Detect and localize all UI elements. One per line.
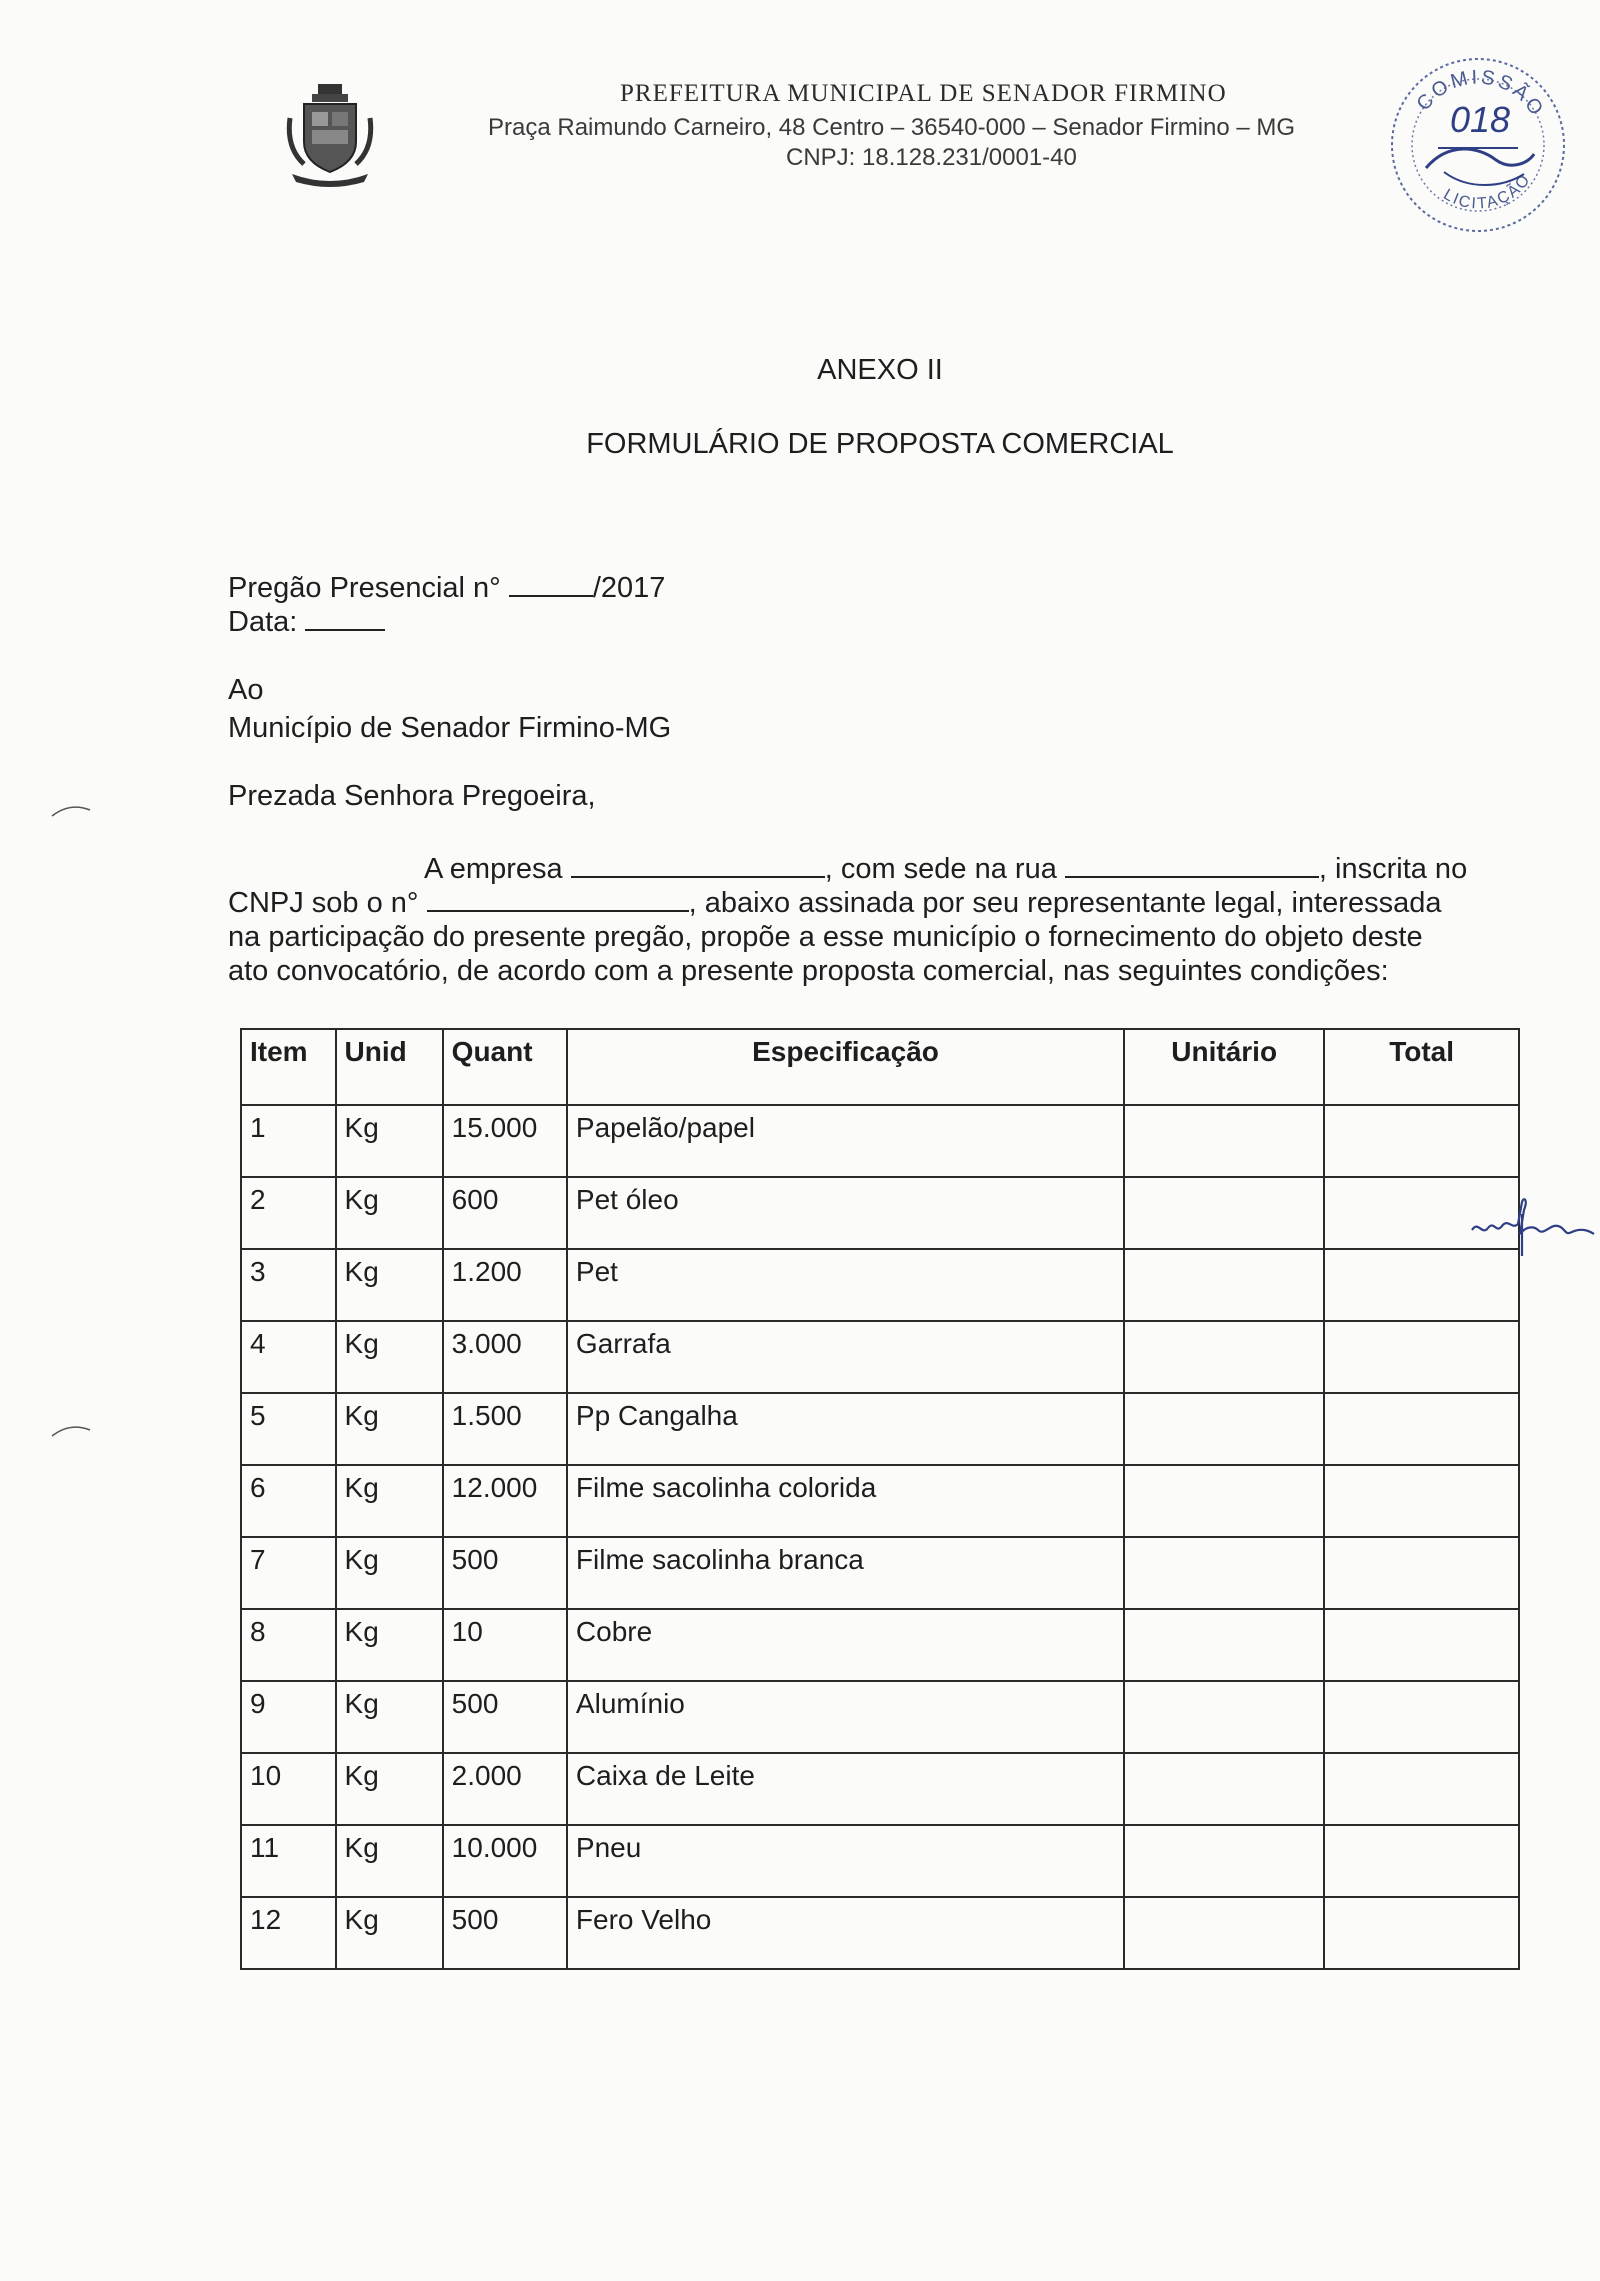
cell-unid: Kg	[336, 1177, 443, 1249]
cell-total[interactable]	[1324, 1897, 1519, 1969]
cell-total[interactable]	[1324, 1537, 1519, 1609]
cell-total[interactable]	[1324, 1753, 1519, 1825]
header-unitario: Unitário	[1124, 1029, 1324, 1105]
cell-quant: 500	[443, 1537, 567, 1609]
org-name: PREFEITURA MUNICIPAL DE SENADOR FIRMINO	[620, 80, 1227, 107]
table-row	[241, 1105, 1519, 1177]
cnpj-blank	[427, 888, 689, 912]
cell-item: 7	[241, 1537, 336, 1609]
cell-spec: Pet óleo	[567, 1177, 1124, 1249]
cell-item: 11	[241, 1825, 336, 1897]
body-text-3: , inscrita no	[1318, 853, 1468, 885]
cell-unid: Kg	[336, 1681, 443, 1753]
cell-total[interactable]	[1324, 1825, 1519, 1897]
cell-spec: Caixa de Leite	[567, 1753, 1124, 1825]
cell-spec: Fero Velho	[567, 1897, 1124, 1969]
cell-item: 8	[241, 1609, 336, 1681]
cell-spec: Pet	[567, 1249, 1124, 1321]
pregao-label: Pregão Presencial n°	[228, 572, 501, 604]
cell-total[interactable]	[1324, 1465, 1519, 1537]
cell-unid: Kg	[336, 1537, 443, 1609]
recipient-name: Município de Senador Firmino-MG	[228, 712, 672, 744]
cell-quant: 12.000	[443, 1465, 567, 1537]
cell-item: 2	[241, 1177, 336, 1249]
recipient-to: Ao	[228, 674, 264, 706]
table-row	[241, 1321, 1519, 1393]
commission-stamp-icon	[1378, 50, 1578, 240]
date-label: Data:	[228, 606, 298, 638]
cell-unid: Kg	[336, 1825, 443, 1897]
annex-title: ANEXO II	[817, 354, 943, 386]
cell-unid: Kg	[336, 1105, 443, 1177]
header-especificacao: Especificação	[567, 1029, 1124, 1105]
cell-total[interactable]	[1324, 1321, 1519, 1393]
cell-total[interactable]	[1324, 1105, 1519, 1177]
cell-unit-price[interactable]	[1124, 1465, 1324, 1537]
header-item: Item	[241, 1029, 336, 1105]
cell-unid: Kg	[336, 1897, 443, 1969]
cell-unit-price[interactable]	[1124, 1609, 1324, 1681]
body-text-2: , com sede na rua	[824, 853, 1057, 885]
cell-total[interactable]	[1324, 1681, 1519, 1753]
cell-spec: Alumínio	[567, 1681, 1124, 1753]
cell-quant: 2.000	[443, 1753, 567, 1825]
cell-unit-price[interactable]	[1124, 1897, 1324, 1969]
cell-item: 10	[241, 1753, 336, 1825]
cell-unit-price[interactable]	[1124, 1177, 1324, 1249]
org-address: Praça Raimundo Carneiro, 48 Centro – 36540-000 – Senador Firmino – MG	[488, 114, 1296, 141]
body-text-line4: ato convocatório, de acordo com a presente proposta comercial, nas seguintes condições:	[228, 955, 1389, 987]
stamp-bottom-text: LICITAÇÃO	[1440, 170, 1535, 213]
table-row	[241, 1249, 1519, 1321]
org-cnpj: CNPJ: 18.128.231/0001-40	[786, 144, 1077, 171]
cell-item: 5	[241, 1393, 336, 1465]
stamp-top-text: COMISSÃO	[1412, 66, 1549, 122]
table-row	[241, 1465, 1519, 1537]
cell-unid: Kg	[336, 1609, 443, 1681]
pregao-line	[228, 572, 665, 605]
cell-quant: 3.000	[443, 1321, 567, 1393]
cell-quant: 500	[443, 1897, 567, 1969]
cell-item: 4	[241, 1321, 336, 1393]
cell-spec: Filme sacolinha branca	[567, 1537, 1124, 1609]
table-row	[241, 1825, 1519, 1897]
cell-unit-price[interactable]	[1124, 1393, 1324, 1465]
cell-item: 12	[241, 1897, 336, 1969]
cell-spec: Garrafa	[567, 1321, 1124, 1393]
cell-quant: 1.500	[443, 1393, 567, 1465]
date-line	[228, 606, 385, 639]
proposal-table	[240, 1028, 1520, 1970]
header-unid: Unid	[336, 1029, 443, 1105]
cell-spec: Filme sacolinha colorida	[567, 1465, 1124, 1537]
salutation: Prezada Senhora Pregoeira,	[228, 780, 596, 812]
cell-item: 3	[241, 1249, 336, 1321]
pregao-year: /2017	[592, 572, 666, 604]
cell-spec: Papelão/papel	[567, 1105, 1124, 1177]
cell-quant: 10	[443, 1609, 567, 1681]
table-row	[241, 1393, 1519, 1465]
cell-unit-price[interactable]	[1124, 1681, 1324, 1753]
cell-unid: Kg	[336, 1321, 443, 1393]
cell-unit-price[interactable]	[1124, 1105, 1324, 1177]
table-row	[241, 1177, 1519, 1249]
cell-unid: Kg	[336, 1465, 443, 1537]
handwritten-initials-icon	[1468, 1190, 1600, 1260]
table-row	[241, 1897, 1519, 1969]
street-blank	[1065, 854, 1319, 878]
cell-spec: Pneu	[567, 1825, 1124, 1897]
body-text-5: , abaixo assinada por seu representante legal, interessada	[688, 887, 1442, 919]
cell-quant: 600	[443, 1177, 567, 1249]
cell-spec: Cobre	[567, 1609, 1124, 1681]
header-total: Total	[1324, 1029, 1519, 1105]
cell-unit-price[interactable]	[1124, 1321, 1324, 1393]
table-row	[241, 1753, 1519, 1825]
municipal-crest-icon	[282, 78, 378, 188]
cell-unid: Kg	[336, 1393, 443, 1465]
form-title: FORMULÁRIO DE PROPOSTA COMERCIAL	[586, 428, 1174, 460]
cell-total[interactable]	[1324, 1609, 1519, 1681]
stamp-number: 018	[1449, 99, 1511, 140]
cell-quant: 15.000	[443, 1105, 567, 1177]
cell-unid: Kg	[336, 1249, 443, 1321]
company-name-blank	[571, 854, 825, 878]
cell-quant: 500	[443, 1681, 567, 1753]
cell-item: 1	[241, 1105, 336, 1177]
pregao-number-blank	[509, 573, 593, 597]
cell-unid: Kg	[336, 1753, 443, 1825]
table-row	[241, 1609, 1519, 1681]
cell-item: 6	[241, 1465, 336, 1537]
date-blank	[305, 607, 385, 631]
scan-mark-icon	[50, 800, 94, 820]
table-header-row	[241, 1029, 1519, 1105]
scan-mark-icon	[50, 1420, 94, 1440]
cell-spec: Pp Cangalha	[567, 1393, 1124, 1465]
body-text-1: A empresa	[424, 853, 563, 885]
cell-unit-price[interactable]	[1124, 1753, 1324, 1825]
cell-quant: 10.000	[443, 1825, 567, 1897]
cell-item: 9	[241, 1681, 336, 1753]
cell-unit-price[interactable]	[1124, 1537, 1324, 1609]
cell-unit-price[interactable]	[1124, 1825, 1324, 1897]
header-quant: Quant	[443, 1029, 567, 1105]
cell-unit-price[interactable]	[1124, 1249, 1324, 1321]
cell-total[interactable]	[1324, 1393, 1519, 1465]
body-paragraph	[228, 852, 1538, 988]
cell-quant: 1.200	[443, 1249, 567, 1321]
body-text-line3: na participação do presente pregão, propõe a esse município o fornecimento do objeto deste	[228, 921, 1423, 953]
table-row	[241, 1537, 1519, 1609]
table-row	[241, 1681, 1519, 1753]
body-text-4: CNPJ sob o n°	[228, 887, 419, 919]
